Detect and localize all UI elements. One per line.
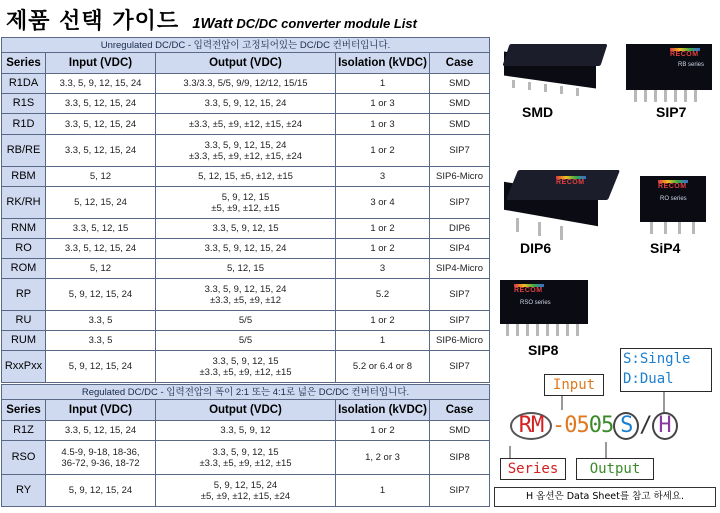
label-sip7: SIP7 <box>656 104 687 120</box>
table-row <box>2 114 490 135</box>
series-cell: RSO <box>2 441 46 475</box>
output-cell: 3.3, 5, 9, 12, 15, 24 <box>156 94 336 114</box>
rb-series-text: RB series <box>678 62 705 68</box>
unregulated-table <box>1 37 490 383</box>
rso-series-text: RSO series <box>520 300 551 306</box>
table-row <box>2 475 490 507</box>
isolation-cell: 1 or 2 <box>336 421 430 441</box>
series-cell: RY <box>2 475 46 507</box>
input-cell: 3.3, 5, 12, 15, 24 <box>46 135 156 167</box>
table-row <box>2 351 490 383</box>
input-cell: 4.5-9, 9-18, 18-36, 36-72, 9-36, 18-72 <box>46 441 156 475</box>
series-cell: RK/RH <box>2 187 46 219</box>
isolation-cell: 1, 2 or 3 <box>336 441 430 475</box>
table-row <box>2 441 490 475</box>
part-number-code <box>510 412 678 440</box>
table-row <box>2 311 490 331</box>
output-cell: 5, 9, 12, 15 ±5, ±9, ±12, ±15 <box>156 187 336 219</box>
input-cell: 5, 9, 12, 15, 24 <box>46 279 156 311</box>
isolation-cell: 1 <box>336 475 430 507</box>
isolation-cell: 1 or 2 <box>336 239 430 259</box>
label-dip6: DIP6 <box>520 240 552 256</box>
series-cell: ROM <box>2 259 46 279</box>
sip7-chip-image <box>622 36 714 106</box>
series-cell: RU <box>2 311 46 331</box>
output-box: Output <box>576 458 654 480</box>
sip8-chip-image <box>496 274 592 340</box>
title-english: 1Watt DC/DC converter module List <box>192 15 417 32</box>
case-cell: SIP4 <box>430 239 490 259</box>
case-cell: SIP7 <box>430 187 490 219</box>
col-input: Input (VDC) <box>46 400 156 421</box>
col-isolation: Isolation (kVDC) <box>336 53 430 74</box>
brand-logo: RECOM <box>670 51 699 58</box>
col-isolation: Isolation (kVDC) <box>336 400 430 421</box>
table-row <box>2 167 490 187</box>
h-option-note: H 옵션은 Data Sheet를 참고 하세요. <box>494 487 716 507</box>
input-cell: 3.3, 5, 12, 15, 24 <box>46 94 156 114</box>
output-cell: 3.3, 5, 9, 12, 15, 24 <box>156 239 336 259</box>
input-cell: 3.3, 5, 12, 15 <box>46 219 156 239</box>
output-cell: 5, 12, 15 <box>156 259 336 279</box>
input-cell: 3.3, 5, 12, 15, 24 <box>46 239 156 259</box>
series-cell: R1Z <box>2 421 46 441</box>
title-korean: 제품 선택 가이드 <box>6 9 180 34</box>
header-row <box>2 400 490 421</box>
regulated-banner: Regulated DC/DC - 입력전압의 폭이 2:1 또는 4:1로 넓은 DC/DC 컨버터입니다. <box>2 385 490 400</box>
output-cell: 5/5 <box>156 331 336 351</box>
isolation-cell: 1 or 3 <box>336 114 430 135</box>
isolation-cell: 1 or 2 <box>336 135 430 167</box>
input-cell: 3.3, 5, 12, 15, 24 <box>46 114 156 135</box>
table-row <box>2 187 490 219</box>
output-cell: ±3.3, ±5, ±9, ±12, ±15, ±24 <box>156 114 336 135</box>
input-cell: 5, 9, 12, 15, 24 <box>46 351 156 383</box>
case-cell: SIP4-Micro <box>430 259 490 279</box>
case-cell: SIP7 <box>430 475 490 507</box>
table-row <box>2 421 490 441</box>
label-sip8: SIP8 <box>528 342 559 358</box>
regulated-rows <box>2 421 490 507</box>
label-smd: SMD <box>522 104 554 120</box>
col-output: Output (VDC) <box>156 400 336 421</box>
code-s: S <box>613 412 639 440</box>
case-cell: SIP6-Micro <box>430 167 490 187</box>
code-05b: 05 <box>588 413 614 438</box>
isolation-cell: 3 <box>336 259 430 279</box>
case-cell: SIP7 <box>430 135 490 167</box>
series-cell: RO <box>2 239 46 259</box>
isolation-cell: 1 <box>336 74 430 94</box>
ro-series-text: RO series <box>660 196 687 202</box>
label-sip4: SiP4 <box>650 240 681 256</box>
case-cell: SIP6-Micro <box>430 331 490 351</box>
code-dash: - <box>552 413 565 438</box>
code-rm: RM <box>510 412 552 440</box>
case-cell: SIP7 <box>430 351 490 383</box>
output-cell: 3.3, 5, 9, 12, 15 ±3.3, ±5, ±9, ±12, ±15 <box>156 441 336 475</box>
table-row <box>2 219 490 239</box>
brand-logo: RECOM <box>556 179 585 186</box>
output-cell: 3.3, 5, 9, 12, 15, 24 ±3.3, ±5, ±9, ±12, ±15, ±24 <box>156 135 336 167</box>
isolation-cell: 3 or 4 <box>336 187 430 219</box>
series-cell: RNM <box>2 219 46 239</box>
isolation-cell: 1 or 2 <box>336 219 430 239</box>
case-cell: DIP6 <box>430 219 490 239</box>
series-cell: R1D <box>2 114 46 135</box>
col-input: Input (VDC) <box>46 53 156 74</box>
table-row <box>2 135 490 167</box>
output-cell: 3.3, 5, 9, 12, 15 <box>156 219 336 239</box>
output-cell: 5, 12, 15, ±5, ±12, ±15 <box>156 167 336 187</box>
isolation-cell: 3 <box>336 167 430 187</box>
input-cell: 5, 12 <box>46 259 156 279</box>
isolation-cell: 5.2 or 6.4 or 8 <box>336 351 430 383</box>
sip4-chip-image <box>636 172 708 238</box>
input-cell: 5, 9, 12, 15, 24 <box>46 475 156 507</box>
output-cell: 3.3, 5, 9, 12, 15 ±3.3, ±5, ±9, ±12, ±15 <box>156 351 336 383</box>
table-row <box>2 74 490 94</box>
series-cell: RBM <box>2 167 46 187</box>
series-cell: RP <box>2 279 46 311</box>
series-cell: RB/RE <box>2 135 46 167</box>
case-cell: SIP7 <box>430 279 490 311</box>
case-cell: SMD <box>430 421 490 441</box>
input-cell: 5, 12, 15, 24 <box>46 187 156 219</box>
page-title <box>6 4 417 32</box>
input-cell: 3.3, 5, 9, 12, 15, 24 <box>46 74 156 94</box>
series-cell: R1DA <box>2 74 46 94</box>
input-box: Input <box>544 374 604 396</box>
input-cell: 3.3, 5 <box>46 331 156 351</box>
single-dual-box: S:Single D:Dual <box>620 348 712 392</box>
output-cell: 3.3/3.3, 5/5, 9/9, 12/12, 15/15 <box>156 74 336 94</box>
input-cell: 3.3, 5, 12, 15, 24 <box>46 421 156 441</box>
dip6-chip-image <box>498 160 622 240</box>
series-cell: RUM <box>2 331 46 351</box>
isolation-cell: 1 or 3 <box>336 94 430 114</box>
smd-chip-image <box>500 38 610 104</box>
code-slash: / <box>639 413 652 438</box>
isolation-cell: 1 <box>336 331 430 351</box>
col-series: Series <box>2 400 46 421</box>
input-cell: 5, 12 <box>46 167 156 187</box>
output-cell: 5/5 <box>156 311 336 331</box>
unregulated-rows <box>2 74 490 383</box>
brand-logo: RECOM <box>514 287 543 294</box>
regulated-table <box>1 384 490 507</box>
output-cell: 3.3, 5, 9, 12, 15, 24 ±3.3, ±5, ±9, ±12 <box>156 279 336 311</box>
case-cell: SMD <box>430 94 490 114</box>
table-row <box>2 259 490 279</box>
table-row <box>2 94 490 114</box>
col-output: Output (VDC) <box>156 53 336 74</box>
col-case: Case <box>430 53 490 74</box>
series-box: Series <box>500 458 566 480</box>
code-05a: 05 <box>564 413 589 438</box>
case-cell: SMD <box>430 74 490 94</box>
header-row <box>2 53 490 74</box>
unregulated-banner: Unregulated DC/DC - 입력전압이 고정되어있는 DC/DC 컨버터입니다. <box>2 38 490 53</box>
case-cell: SIP7 <box>430 311 490 331</box>
case-cell: SIP8 <box>430 441 490 475</box>
table-row <box>2 279 490 311</box>
table-row <box>2 331 490 351</box>
isolation-cell: 5.2 <box>336 279 430 311</box>
case-cell: SMD <box>430 114 490 135</box>
output-cell: 3.3, 5, 9, 12 <box>156 421 336 441</box>
table-row <box>2 239 490 259</box>
series-cell: RxxPxx <box>2 351 46 383</box>
series-cell: R1S <box>2 94 46 114</box>
input-cell: 3.3, 5 <box>46 311 156 331</box>
code-h: H <box>652 412 678 440</box>
col-series: Series <box>2 53 46 74</box>
output-cell: 5, 9, 12, 15, 24 ±5, ±9, ±12, ±15, ±24 <box>156 475 336 507</box>
col-case: Case <box>430 400 490 421</box>
isolation-cell: 1 or 2 <box>336 311 430 331</box>
brand-logo: RECOM <box>658 183 687 190</box>
